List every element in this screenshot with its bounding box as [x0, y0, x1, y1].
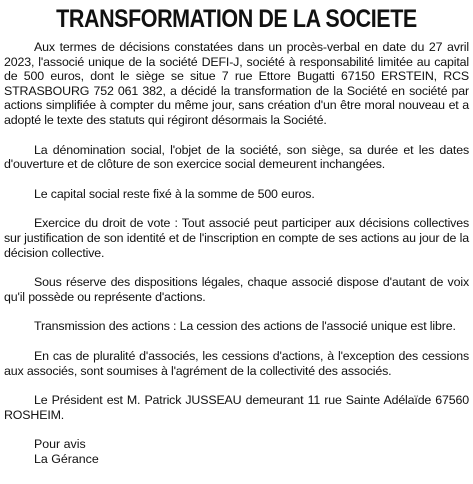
paragraph-approval-clause: En cas de pluralité d'associés, les cessions d'actions, à l'exception des cessions aux associés, sont soumises à l'agrément de la collectivité des associés. [4, 348, 469, 378]
closing-signatory: La Gérance [34, 451, 99, 466]
closing-pour-avis: Pour avis [34, 437, 86, 452]
notice-title: TRANSFORMATION DE LA SOCIETE [56, 5, 417, 33]
paragraph-share-capital: Le capital social reste fixé à la somme de 500 euros. [34, 186, 315, 201]
paragraph-president: Le Président est M. Patrick JUSSEAU demeurant 11 rue Sainte Adélaïde 67560 ROSHEIM. [4, 393, 469, 422]
paragraph-unchanged-elements: La dénomination social, l'objet de la société, son siège, sa durée et les dates d'ouverture et de clôture de son exercice social demeurent inchangées. [4, 142, 469, 172]
paragraph-voting-rights: Exercice du droit de vote : Tout associé peut participer aux décisions collectives sur justification de son identité et de l'inscription en compte de ses actions au jour de la décision collective. [4, 216, 469, 260]
paragraph-transformation-decision: Aux termes de décisions constatées dans un procès-verbal en date du 27 avril 2023, l'associé unique de la société DEFI-J, société à responsabilité limitée au capital de 500 euros, dont le siège se situe 7 rue Ettore Bugatti 67150 ERSTEIN, RCS STRASBOURG 752 061 382, a décidé la transformation de la Société en société par actions simplifiée à compter du même jour, sans création d'un être moral nouveau et a adopté le texte des statuts qui régiront désormais la Société. [4, 40, 469, 127]
paragraph-share-transfer: Transmission des actions : La cession des actions de l'associé unique est libre. [34, 319, 456, 334]
paragraph-votes-per-share: Sous réserve des dispositions légales, chaque associé dispose d'autant de voix qu'il possède ou représente d'actions. [4, 275, 469, 304]
